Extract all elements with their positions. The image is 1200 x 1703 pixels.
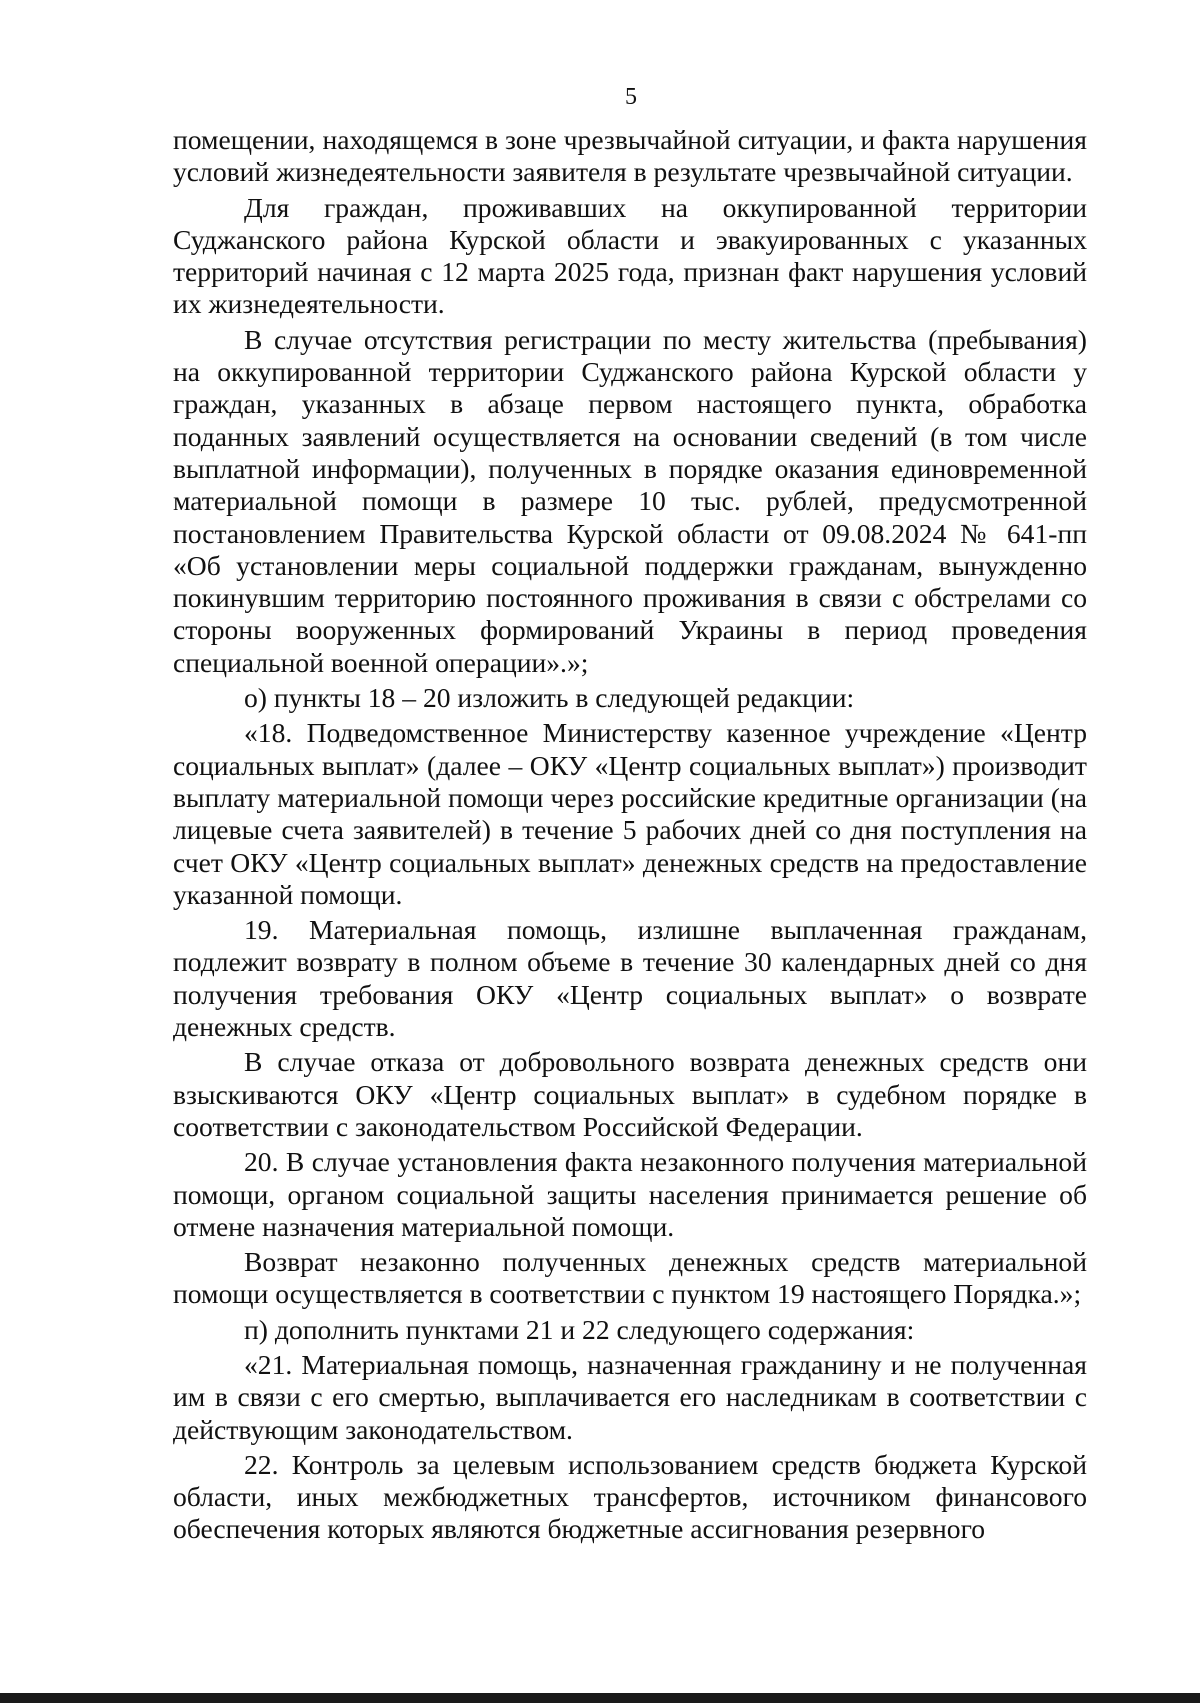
paragraph-item-p: п) дополнить пунктами 21 и 22 следующего содержания: [244, 1313, 915, 1345]
paragraph-point-22: 22. Контроль за целевым использованием средств бюджета Курской области, иных межбюджетных трансфертов, источником финансового обеспечения которых являются бюджетные ассигнования резервного [173, 1448, 1087, 1545]
document-body [173, 124, 1087, 1549]
paragraph-point-19: 19. Материальная помощь, излишне выплаченная гражданам, подлежит возврату в полном объеме в течение 30 календарных дней со дня получения требования ОКУ «Центр социальных выплат» о возврате денежных средств. [173, 914, 1087, 1043]
scan-bottom-border [0, 1693, 1200, 1703]
paragraph-point-20: 20. В случае установления факта незаконного получения материальной помощи, органом социальной защиты населения принимается решение об отмене назначения материальной помощи. [173, 1146, 1087, 1242]
page-number: 5 [625, 84, 637, 110]
paragraph-item-o: о) пункты 18 – 20 изложить в следующей редакции: [244, 682, 855, 714]
paragraph-sudzha-territory: Для граждан, проживавших на оккупированной территории Суджанского района Курской области и эвакуированных с указанных территорий начиная с 12 марта 2025 года, признан факт нарушения условий их жизнедеятельности. [173, 191, 1087, 320]
paragraph-point-21: «21. Материальная помощь, назначенная гражданину и не полученная им в связи с его смертью, выплачивается его наследникам в соответствии с действующим законодательством. [173, 1348, 1087, 1445]
paragraph-refusal-return: В случае отказа от добровольного возврата денежных средств они взыскиваются ОКУ «Центр социальных выплат» в судебном порядке в соответствии с законодательством Российской Федерации. [173, 1046, 1087, 1142]
paragraph-continuation: помещении, находящемся в зоне чрезвычайной ситуации, и факта нарушения условий жизнедеятельности заявителя в результате чрезвычайной ситуации. [173, 124, 1087, 188]
paragraph-point-18: «18. Подведомственное Министерству казенное учреждение «Центр социальных выплат» (далее – ОКУ «Центр социальных выплат») производит выплату материальной помощи через российские кредитные организации (на лицевые счета заявителей) в течение 5 рабочих дней со дня поступления на счет ОКУ «Центр социальных выплат» денежных средств на предоставление указанной помощи. [173, 717, 1087, 910]
paragraph-return-illegal: Возврат незаконно полученных денежных средств материальной помощи осуществляется в соответствии с пунктом 19 настоящего Порядка.»; [173, 1246, 1087, 1310]
paragraph-registration-absence: В случае отсутствия регистрации по месту жительства (пребывания) на оккупированной территории Суджанского района Курской области у граждан, указанных в абзаце первом настоящего пункта, обработка поданных заявлений осуществляется на основании сведений (в том числе выплатной информации), полученных в порядке оказания единовременной материальной помощи в размере 10 тыс. рублей, предусмотренной постановлением Правительства Курской области от 09.08.2024 № 641-пп «Об установлении меры социальной поддержки гражданам, вынужденно покинувшим территорию постоянного проживания в связи с обстрелами со стороны вооруженных формирований Украины в период проведения специальной военной операции».»; [173, 323, 1087, 678]
